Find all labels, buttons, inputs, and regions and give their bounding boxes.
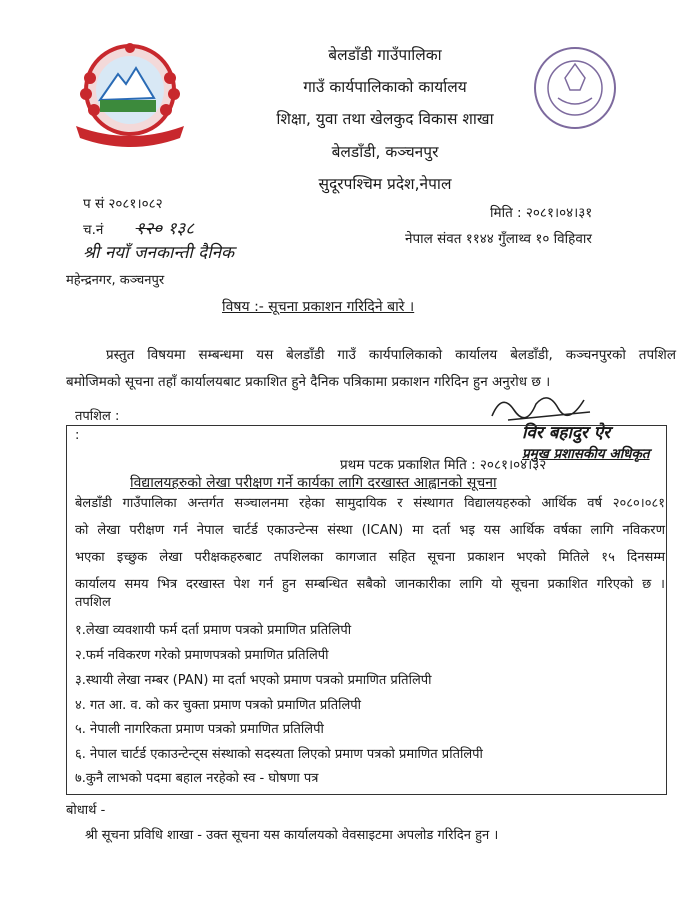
paragraph-line-2: बमोजिमको सूचना तहाँ कार्यालयबाट प्रकाशित हुने दैनिक पत्रिकामा प्रकाशन गरिदिन हुन अनुरोध छ ।	[66, 374, 551, 390]
list-item: ६. नेपाल चार्टर्ड एकाउन्टेन्ट्स संस्थाको सदस्यता लिएको प्रमाण पत्रको प्रमाणित प्रतिलिपी	[75, 747, 483, 762]
nepal-emblem-logo	[70, 38, 190, 148]
office-address: बेलडाँडी, कञ्चनपुर	[331, 143, 439, 161]
signatory-name: विर बहादुर ऐर	[522, 423, 611, 443]
notice-published-date: प्रथम पटक प्रकाशित मिति : २०८१।०४।३२	[340, 457, 547, 473]
paragraph-line-1: प्रस्तुत विषयमा सम्बन्धमा यस बेलडाँडी गाउँ कार्यपालिकाको कार्यालय बेलडाँडी, कञ्चनपुरको तपशिल	[106, 347, 676, 363]
recipient-address: महेन्द्रनगर, कञ्चनपुर	[66, 273, 165, 288]
list-item: ४. गत आ. व. को कर चुक्ता प्रमाण पत्रको प्रमाणित प्रतिलिपी	[75, 698, 362, 713]
notice-body-line-2: को लेखा परीक्षण गर्न नेपाल चार्टर्ड एकाउन्टेन्स संस्था (ICAN) मा दर्ता भइ यस आर्थिक वर्षका लागि नविकरण	[75, 523, 665, 538]
dispatch-number-row	[83, 216, 194, 239]
dispatch-number-label: च.नं	[83, 222, 104, 238]
notice-body-line-3: भएका इच्छुक लेखा परीक्षकहरुबाट तपशिलका कागजात सहित सूचना प्रकाशन भएको मितिले १५ दिनसम्म	[75, 550, 665, 565]
list-item: ७.कुनै लाभको पदमा बहाल नरहेको स्व - घोषणा पत्र	[75, 771, 319, 786]
letter-date: मिति : २०८१।०४।३१	[490, 205, 593, 221]
notice-tapasil: तपशिल	[75, 595, 111, 610]
province-name: सुदूरपश्चिम प्रदेश,नेपाल	[318, 175, 452, 193]
office-seal-stamp	[530, 40, 620, 135]
dispatch-number-handwritten: १२० १३८	[135, 219, 195, 239]
municipality-name: बेलडाँडी गाउँपालिका	[328, 46, 442, 64]
notice-body-line-1: बेलडाँडी गाउँपालिका अन्तर्गत सञ्चालनमा रहेका सामुदायिक र संस्थागत विद्यालयहरुको आर्थिक वर्ष २०८०।०८१	[75, 496, 665, 511]
tapasil-label: तपशिल :	[75, 409, 120, 424]
notice-title: विद्यालयहरुको लेखा परीक्षण गर्ने कार्यका लागि दरखास्त आह्वानको सूचना	[130, 475, 497, 491]
list-item: ५. नेपाली नागरिकता प्रमाण पत्रको प्रमाणित प्रतिलिपी	[75, 722, 324, 737]
nepal-sambat-date: नेपाल संवत ११४४ गुँलाथ्व १० विहिवार	[405, 231, 592, 247]
subject-line: विषय :- सूचना प्रकाशन गरिदिने बारे ।	[222, 299, 415, 315]
list-item: ३.स्थायी लेखा नम्बर (PAN) मा दर्ता भएको प्रमाण पत्रको प्रमाणित प्रतिलिपी	[75, 673, 432, 688]
signatory-title: प्रमुख प्रशासकीय अधिकृत	[522, 446, 650, 462]
recipient-handwritten: श्री नयाँ जनकान्ती दैनिक	[83, 243, 235, 263]
notice-body	[75, 490, 665, 598]
bodhartha-label: बोधार्थ -	[66, 803, 106, 818]
tapasil-colon: :	[75, 428, 80, 443]
department-name: शिक्षा, युवा तथा खेलकुद विकास शाखा	[276, 110, 494, 128]
list-item: १.लेखा व्यवशायी फर्म दर्ता प्रमाण पत्रको प्रमाणित प्रतिलिपी	[75, 623, 352, 638]
list-item: २.फर्म नविकरण गरेको प्रमाणपत्रको प्रमाणित प्रतिलिपी	[75, 648, 329, 663]
notice-body-line-4: कार्यालय समय भित्र दरखास्त पेश गर्न हुन सम्बन्धित सबैको जानकारीका लागि यो सूचना प्रकाशित गरिएको छ ।	[75, 577, 665, 592]
office-name: गाउँ कार्यपालिकाको कार्यालय	[303, 78, 467, 96]
bodhartha-line: श्री सूचना प्रविधि शाखा - उक्त सूचना यस कार्यालयको वेवसाइटमा अपलोड गरिदिन हुन ।	[85, 828, 499, 843]
letter-number: प सं २०८१।०८२	[83, 196, 163, 212]
